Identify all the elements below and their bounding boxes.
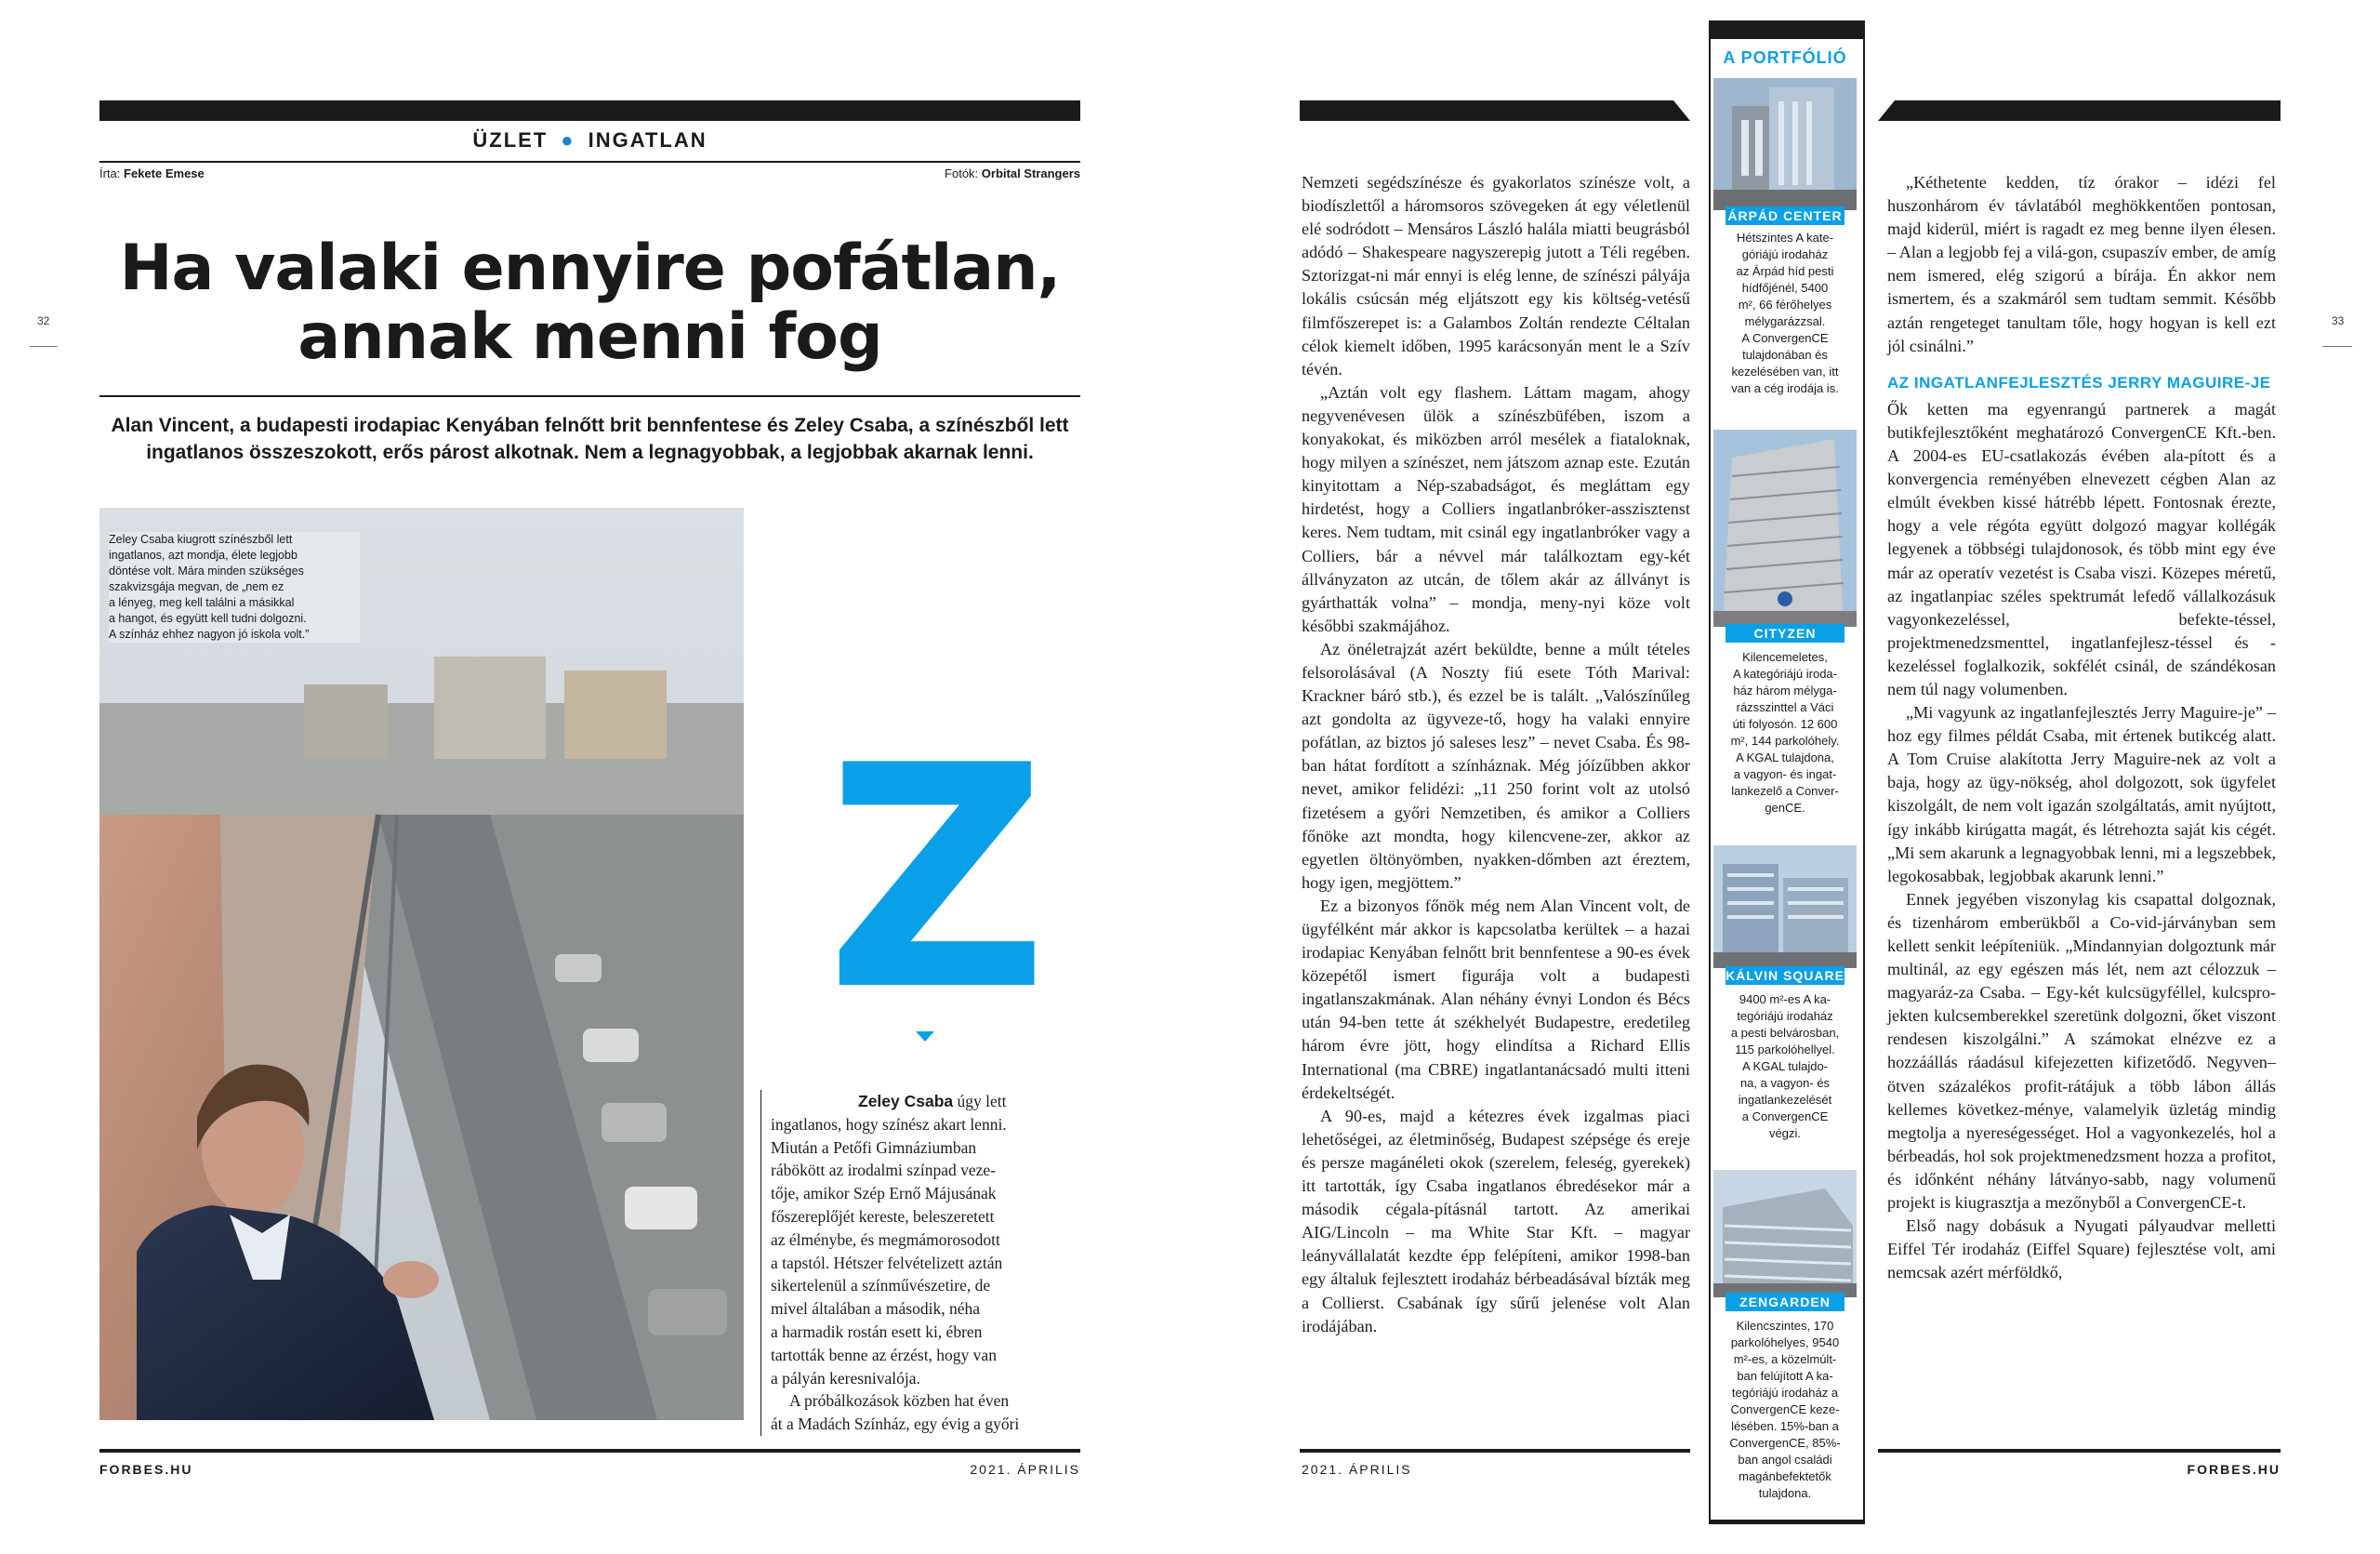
caption-line: ingatlanos, azt mondja, élete legjobb	[109, 549, 298, 562]
sidebar-text-line: tulajdonában és	[1742, 348, 1828, 362]
sidebar-text-line: Hétszintes A kate-	[1736, 231, 1834, 245]
sidebar-text-line: ingatlankezelését	[1738, 1093, 1832, 1107]
sidebar-text-line: tegóriájú irodaház a	[1731, 1386, 1839, 1400]
sidebar-text-line: 9400 m²-es A ka-	[1739, 992, 1831, 1006]
sidebar-text-line: 115 parkolóhellyel.	[1735, 1043, 1835, 1056]
paragraph: Nemzeti segédszínésze és gyakorlatos színésze volt, a biodíszlettől a háromsoros szövegeken át egy véletlenül elé sodródott – Mensáros László halála miatti beugrásból adódó – Shakespeare nagyszerepig jutott a Téli regében. Sztorizgat-ni már ennyi is elég lenne, de színészi pályája lokális csúcsán még eljátszott egy kis költség-vetésű filmfőszerepet is: a Galambos Zoltán rendezte Céltalan célok kiemelt időben, 1995 karácsonyán ment le a Szív tévén.	[1302, 173, 1690, 379]
headline-line: annak menni fog	[298, 300, 882, 374]
paragraph: Ennek jegyében viszonylag kis csapattal dolgoznak, és tizenhárom emberükből a Co-vid-járványban sem kellett senkit leépíteniük. „Mindannyian dolgoztunk már multinál, az egy egészen más lét, nem azt célozzuk – magyaráz-za Csaba. – Egy-két kulcsügyféllel, kulcspro-jekten kulcsemberekkel szeretünk dolgozni, őket viszont rendesen kiszolgálni.” A számokat elnézve ez a hozzáállás ráadásul kifejezetten kifizetődő. Negyven–ötven százalékos profit-rátájuk a több lábon állás kellemes következ-ménye, valamelyik üzletág mindig megtolja a nyereségességet. Hol a vagyonkezelés, hol a bérbeadás, hol sok projektmenedzsment hozza a profitot, és időnként néhány látványo-sabb, nagy volumenű projekt is kiugrasztja a mezőnyből a ConvergenCE-t.	[1887, 889, 2276, 1213]
sidebar-text-line: Kilencemeletes,	[1742, 650, 1828, 664]
sidebar-text-line: az Árpád híd pesti	[1736, 264, 1834, 278]
paragraph: A 90-es, majd a kétezres évek izgalmas piaci lehetőségei, az életminőség, Budapest szépsége és ereje és persze magánéleti okok (szerelem, feleség, gyerekek) itt tartották, így Csaba ingatlanos ébredésekor már a második cégala-pításnál tartott. Az amerikai AIG/Lincoln – ma White Star Kft. – magyar leányvállalatát kezdte épp felépíteni, amikor 1998-ban egy általuk fejlesztett irodaház bérbeadásával bízták meg a Collierst. Csabának így sűrű jelenése volt Alan irodájában.	[1302, 1106, 1690, 1335]
sidebar-text-line: a ConvergenCE	[1741, 1109, 1829, 1123]
sidebar-text-line: ban angol családi	[1738, 1453, 1832, 1467]
sidebar-text-line: van a cég irodája is.	[1731, 381, 1839, 395]
photographer-name: Orbital Strangers	[981, 166, 1080, 180]
intro-line: tartották benne az érzést, hogy van	[771, 1345, 997, 1364]
subheading: AZ INGATLANFEJLESZTÉS JERRY MAGUIRE-JE	[1887, 373, 2271, 392]
intro-line: A próbálkozások közben hat éven	[789, 1391, 1010, 1411]
section-subname: INGATLAN	[588, 128, 707, 152]
intro-line: át a Madách Színház, egy évig a győri	[771, 1415, 1020, 1434]
intro-line: a harmadik rostán esett ki, ébren	[771, 1322, 983, 1341]
sidebar-title: A PORTFÓLIÓ	[1723, 48, 1847, 67]
sidebar-text-line: tegóriájú irodaház	[1737, 1009, 1833, 1023]
sidebar-top-bar	[1709, 20, 1865, 39]
caption-line: a lényeg, meg kell találni a másikkal	[109, 596, 295, 609]
drop-cap: Z	[826, 700, 1049, 1057]
sidebar-item-text	[1720, 649, 1850, 817]
sidebar-item-name: CITYZEN	[1726, 624, 1844, 643]
intro-line: Miután a Petőfi Gimnáziumban	[771, 1137, 977, 1157]
paragraph: Első nagy dobásuk a Nyugati pályaudvar melletti Eiffel Tér irodaház (Eiffel Square) fejlesztése volt, ami nemcsak azért mérföldkő,	[1887, 1216, 2276, 1282]
body-column-1	[1302, 171, 1690, 1338]
sidebar-text-line: m², 66 férőhelyes	[1738, 298, 1832, 312]
intro-line: főszereplőjét kereste, beleszeretett	[771, 1206, 995, 1226]
intro-line: úgy lett	[953, 1092, 1007, 1110]
sidebar-text-line: ház három mélyga-	[1733, 684, 1837, 697]
intro-line: tője, amikor Szép Ernő Májusának	[771, 1184, 997, 1203]
sidebar-text-line: kezelésében van, itt	[1731, 365, 1839, 379]
headline	[99, 234, 1080, 372]
headline-rule	[99, 395, 1080, 397]
intro-line: ingatlanos, hogy színész akart lenni.	[771, 1114, 1007, 1134]
section-name: ÜZLET	[472, 128, 549, 152]
page-number-rule-right	[2322, 346, 2352, 347]
footer-site-text: FORBES.HU	[2187, 1462, 2281, 1477]
sidebar-item-name: ÁRPÁD CENTER	[1726, 206, 1844, 225]
intro-line: mivel általában a második, néha	[771, 1299, 980, 1319]
kalvin-square-photo	[1713, 845, 1857, 968]
top-bar-right-col1	[1300, 100, 1690, 121]
intro-line: a pályán keresnivalója.	[771, 1368, 920, 1388]
sidebar-text-line: m², 144 parkolóhely.	[1730, 734, 1840, 748]
caption-line: szakvizsgája megvan, de „nem ez	[109, 580, 284, 593]
paragraph: „Kéthetente kedden, tíz órakor – idézi fel huszonhárom év távlatából meghökkentően pontosan, majd kiderül, miért is ragadt ez meg benne ilyen élesen. – Alan a legjobb fej a vilá-gon, csupaszív ember, de amíg nem ismered, elég szigorú a bírája. Én akkor nem ismertem, és a szakmáról sem tudtam semmit. Később aztán rengeteget tanultam tőle, hogy hogyan is kell ezt jól csinálni.”	[1887, 173, 2276, 355]
sidebar-text-line: lésében. 15%-ban a	[1731, 1419, 1839, 1433]
intro-line: rábökött az irodalmi színpad veze-	[771, 1161, 996, 1180]
sidebar-text-line: magánbefektetők	[1739, 1469, 1831, 1483]
headline-line: Ha valaki ennyire pofátlan,	[119, 232, 1061, 305]
sidebar-text-line: ban felújított A ka-	[1737, 1369, 1833, 1383]
intro-column	[760, 1090, 1089, 1436]
footer-date-right: 2021. ÁPRILIS	[1302, 1462, 1412, 1477]
photographer-label: Fotók:	[945, 166, 979, 180]
intro-first-line	[771, 1090, 1089, 1113]
zengarden-photo	[1713, 1170, 1857, 1297]
section-rule	[99, 161, 1080, 163]
author-credit	[99, 166, 205, 180]
sidebar-item-text	[1720, 1318, 1850, 1502]
lede-line: ingatlanos összeszokott, erős párost alkotnak. Nem a legnagyobbak, a legjobbak akarnak lenni.	[146, 442, 1034, 463]
sidebar-item-text	[1720, 230, 1850, 397]
page-number-rule-left	[30, 346, 58, 347]
author-name: Fekete Emese	[124, 166, 205, 180]
sidebar-text-line: ConvergenCE, 85%-	[1729, 1436, 1841, 1450]
section-label	[99, 128, 1080, 153]
sidebar-text-line: Kilencszintes, 170	[1736, 1319, 1834, 1333]
sidebar-text-line: a pesti belvárosban,	[1730, 1026, 1840, 1040]
sidebar-text-line: A ConvergenCE	[1741, 331, 1829, 345]
intro-line: a tapstól. Hétszer felvételizett aztán	[771, 1253, 1003, 1272]
down-arrow-icon	[916, 1031, 934, 1042]
sidebar-text-line: na, a vagyon- és	[1739, 1076, 1831, 1090]
footer-site-right	[2188, 1462, 2281, 1477]
lede	[99, 412, 1080, 466]
author-label: Írta:	[99, 166, 121, 180]
top-bar-right-col2	[1878, 100, 2281, 121]
sidebar-text-line: a vagyon- és ingat-	[1733, 767, 1837, 781]
intro-line: az élménybe, és megmámorosodott	[771, 1229, 1000, 1249]
sidebar-text-line: ConvergenCE keze-	[1730, 1402, 1840, 1416]
section-dot-icon: ●	[561, 128, 575, 152]
lede-line: Alan Vincent, a budapesti irodapiac Kenyában felnőtt brit bennfentese és Zeley Csaba, a színészből lett	[111, 415, 1069, 436]
photo-caption	[109, 532, 360, 643]
sidebar-text-line: mélygarázzsal.	[1744, 314, 1826, 328]
footer-site-text: FORBES.HU	[99, 1462, 193, 1477]
sidebar-text-line: parkolóhelyes, 9540	[1730, 1335, 1840, 1349]
sidebar-text-line: A KGAL tulajdo-	[1741, 1059, 1828, 1073]
sidebar-text-line: genCE.	[1765, 801, 1805, 815]
sidebar-item-text	[1720, 991, 1850, 1142]
paragraph: „Aztán volt egy flashem. Láttam magam, ahogy negyvenévesen ülök a színészbüfében, iszom a konyakokat, és miközben arról mesélek a fiataloknak, hogy milyen a színészet, nem játszom aznap este. Ezután kinyitottam a Nép-szabadságot, és megláttam egy hirdetést, hogy a Colliers ingatlanbróker-asszisztenst keres. Nem tudtam, mit csinál egy ingatlanbróker vagy a Colliers, bár a névvel már találkoztam egy-két állványzaton az utcán, de tőlem akár az állványt is gyárthatták volna” – mondja, meny-nyi köze volt későbbi szakmájához.	[1302, 382, 1690, 635]
sidebar-bottom-bar	[1709, 1520, 1865, 1524]
page-number-right: 33	[2332, 314, 2345, 327]
footer-rule-left	[99, 1449, 1080, 1453]
paragraph: Az önéletrajzát azért beküldte, benne a múlt tételes felsorolásával (A Noszty fiú esete Tóth Marival: Krackner báró stb.), és ezzel be is talált. „Valószínűleg azt gondolta az ügyveze-tő, hogy ha valaki ennyire pofátlan, az biztos jó saleses lesz” – nevet Csaba. És 98-ban hátat fordított a színháznak. Még jóízűbben akkor nevet, amikor felidézi: „11 250 forint volt az utolsó fizetésem a győri Nemzetiben, és amikor a Colliers főnöke azt mondta, hogy kilencvene-zer, akkor az egyetlen öltönyömben, nyakken-dőmben azt éreztem, hogy igen, megjöttem.”	[1302, 639, 1690, 892]
sidebar-text-line: A kategóriájú iroda-	[1732, 667, 1837, 681]
intro-name: Zeley Csaba	[858, 1092, 954, 1110]
footer-rule-right-col1	[1300, 1449, 1690, 1453]
caption-line: A színház ehhez nagyon jó iskola volt.”	[109, 628, 310, 641]
paragraph: Ők ketten ma egyenrangú partnerek a magát butikfejlesztőként meghatározó ConvergenCE Kft.-ben. A 2004-es EU-csatlakozás évében ala-pított és a konvergencia reményében elnevezett cégben Alan az elmúlt években kissé hátrébb lépett. Fontosnak érezte, hogy a vele régóta együtt dolgozó magyar kollégák legyenek a többségi tulajdonosok, és több mint egy éve már az operatív vezetést is Csaba viszi. Közepes méretű, az ingatlanpiac széles spektrumát lefedő vállalkozásuk vagyonkezeléssel, befekte-téssel, projektmenedzsmenttel, ingatlanfejlesz-téssel és -kezeléssel foglalkozik, sokfélét csinál, de szándékosan nem túl nagy volumenben.	[1887, 399, 2276, 698]
paragraph: „Mi vagyunk az ingatlanfejlesztés Jerry Maguire-je” – hoz egy filmes példát Csaba, mit értenek butikcég alatt. A Tom Cruise alakította Jerry Maguire-nek az volt a baja, hogy az ügy-nökség, ahol dolgozott, sok ügyfelet kiszolgált, de nem volt igazán szolgáltatás, amit nyújtott, így inkább kirúgatta magát, és létrehozta saját kis cégét. „Mi sem akarunk a legnagyobbak lenni, mi a legszebbek, legokosabbak, legjobbak akarunk lenni.”	[1887, 703, 2276, 885]
sidebar-text-line: m²-es, a közelmúlt-	[1733, 1352, 1837, 1366]
caption-line: Zeley Csaba kiugrott színészből lett	[109, 533, 293, 546]
sidebar-text-line: úti folyosón. 12 600	[1732, 717, 1838, 731]
arpad-center-photo	[1713, 78, 1857, 210]
sidebar-text-line: végzi.	[1769, 1126, 1801, 1140]
sidebar-text-line: A KGAL tulajdona,	[1736, 750, 1834, 764]
caption-line: döntése volt. Mára minden szükséges	[109, 564, 304, 578]
intro-line: sikertelenül a színművészetire, de	[771, 1276, 991, 1295]
sidebar-text-line: hídfőjénél, 5400	[1741, 281, 1829, 295]
paragraph: Ez a bizonyos főnök még nem Alan Vincent volt, de ügyfélként már akkor is kapcsolatba kerültek – a hazai irodapiac Kenyában felnőtt brit bennfentese a 90-es évek közepétől ismert figurája volt a budapesti ingatlanszakmának. Alan néhány évnyi London és Bécs után 94-ben tette át székhelyét Budapestre, eredetileg három évre jött, hogy elindítsa a Richard Ellis International (ma CBRE) ingatlantanácsadó multi itteni érdekeltségét.	[1302, 896, 1690, 1102]
sidebar-text-line: tulajdona.	[1758, 1486, 1812, 1500]
footer-date-left: 2021. ÁPRILIS	[970, 1462, 1080, 1477]
footer-site-left	[99, 1462, 192, 1477]
page-number-left: 32	[37, 314, 50, 327]
sidebar-text-line: lankezelő a Conver-	[1731, 784, 1839, 798]
top-bar-left	[99, 100, 1080, 121]
sidebar-text-line: rázsszinttel a Váci	[1736, 700, 1834, 714]
caption-line: a hangot, és együtt kell tudni dolgozni.	[109, 612, 307, 625]
portrait-photo	[99, 508, 744, 1420]
sidebar-text-line: góriájú irodaház	[1741, 247, 1829, 261]
cityzen-photo	[1713, 430, 1857, 627]
footer-rule-right-col2	[1878, 1449, 2281, 1453]
body-column-2	[1887, 171, 2276, 1284]
photo-credit	[945, 166, 1080, 180]
sidebar-item-name: KÁLVIN SQUARE	[1726, 968, 1844, 983]
sidebar-item-name: ZENGARDEN	[1726, 1293, 1844, 1311]
